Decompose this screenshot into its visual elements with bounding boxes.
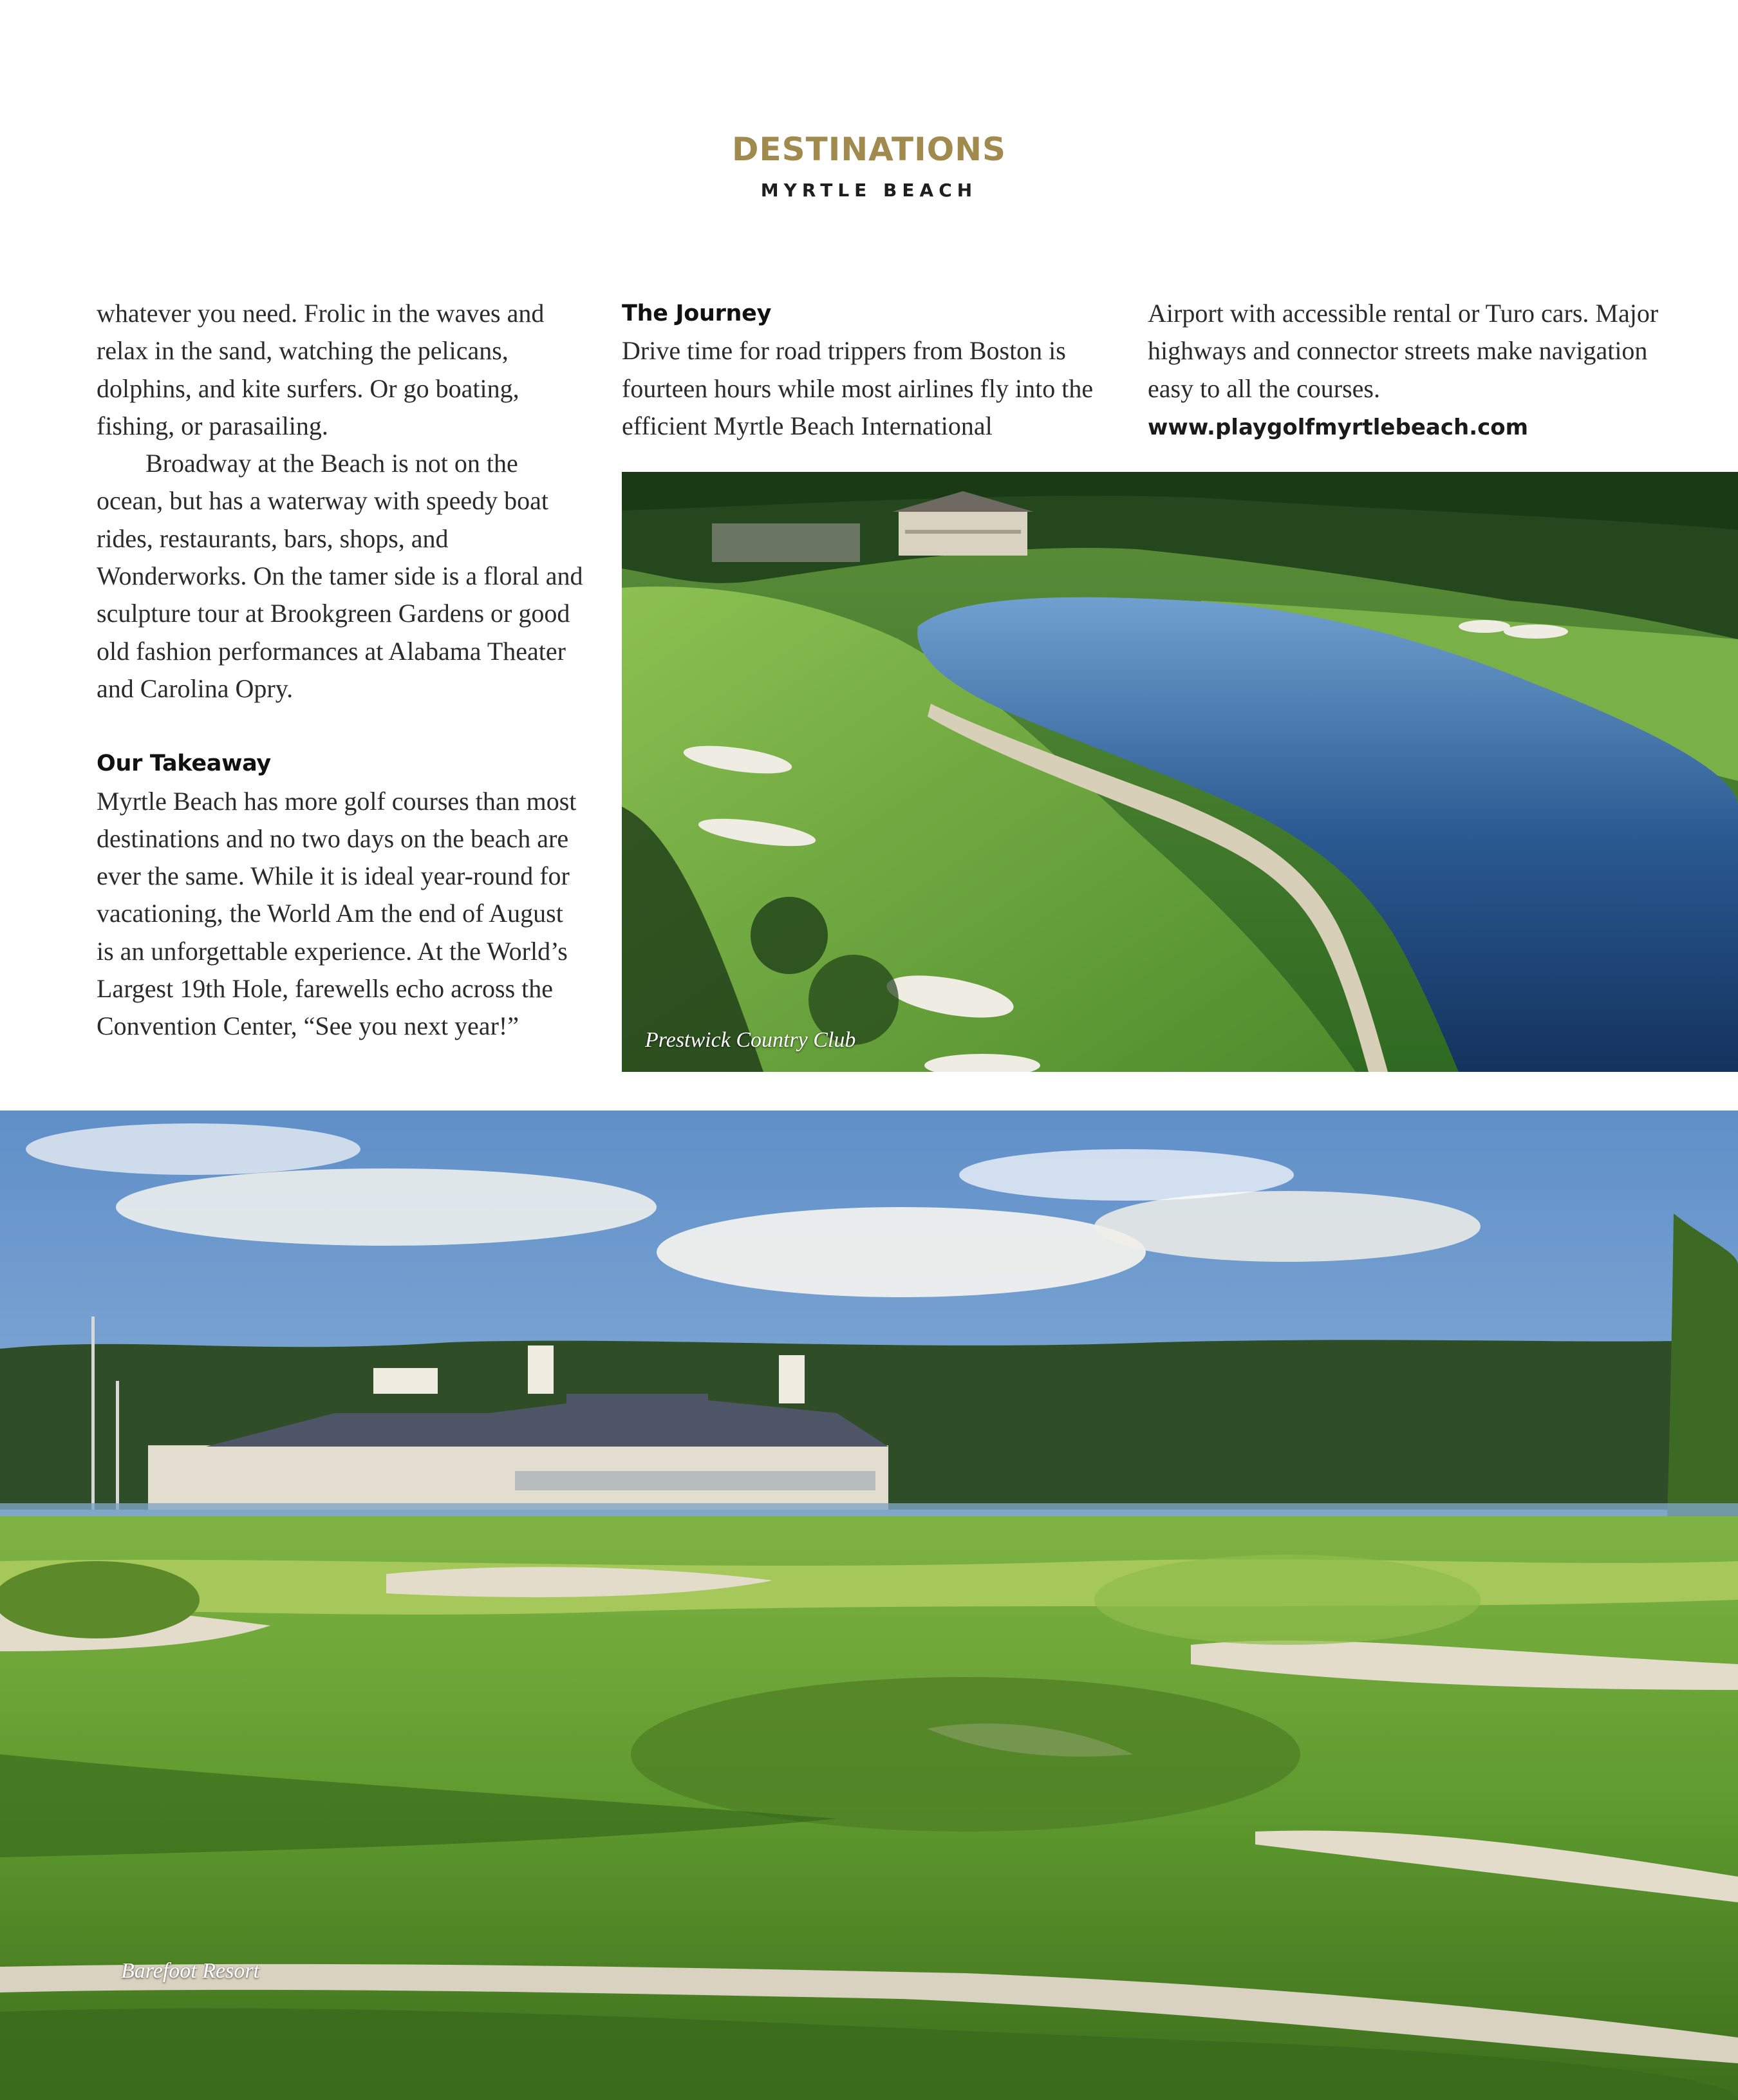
- body-paragraph: Broadway at the Beach is not on the ocean, but has a waterway with speedy boat rides, restaurants, bars, shops, and Wonderworks. On the tamer side is a floral and sculpture tour at Brookgreen Gardens or good old fashion performances at Alabama Theater and Carolina Opry.: [97, 449, 583, 703]
- photo-caption: Barefoot Resort: [121, 1959, 259, 1983]
- website-link[interactable]: www.playgolfmyrtlebeach.com: [1148, 414, 1529, 440]
- photo-caption: Prestwick Country Club: [645, 1028, 856, 1052]
- body-paragraph: Drive time for road trippers from Boston is fourteen hours while most airlines fly into the efficient Myrtle Beach International: [622, 336, 1094, 440]
- photo-barefoot-resort: [0, 1111, 1738, 2100]
- body-paragraph: whatever you need. Frolic in the waves and relax in the sand, watching the pelicans, dolphins, and kite surfers. Or go boating, fishing, or parasailing.: [97, 299, 545, 440]
- text-column-3: [1148, 295, 1663, 446]
- section-heading: The Journey: [622, 301, 772, 326]
- page-header: [0, 129, 1738, 203]
- text-column-2: [622, 295, 1111, 445]
- body-paragraph: Myrtle Beach has more golf courses than most destinations and no two days on the beach are ever the same. While it is ideal year-round for vacationing, the World Am the end of August is an unforgettable experience. At the World’s Largest 19th Hole, farewells echo across the Convention Center, “See you next year!”: [97, 786, 577, 1041]
- section-subtitle: MYRTLE BEACH: [760, 180, 978, 201]
- text-column-1: [97, 295, 586, 1045]
- golf-landscape-image: [0, 1111, 1738, 2100]
- section-heading: Our Takeaway: [97, 751, 271, 777]
- aerial-course-image: [622, 472, 1738, 1072]
- body-paragraph: Airport with accessible rental or Turo cars. Major highways and connector streets make navigation easy to all the courses.: [1148, 299, 1659, 403]
- section-title: DESTINATIONS: [731, 131, 1007, 168]
- photo-prestwick-country-club: [622, 472, 1738, 1072]
